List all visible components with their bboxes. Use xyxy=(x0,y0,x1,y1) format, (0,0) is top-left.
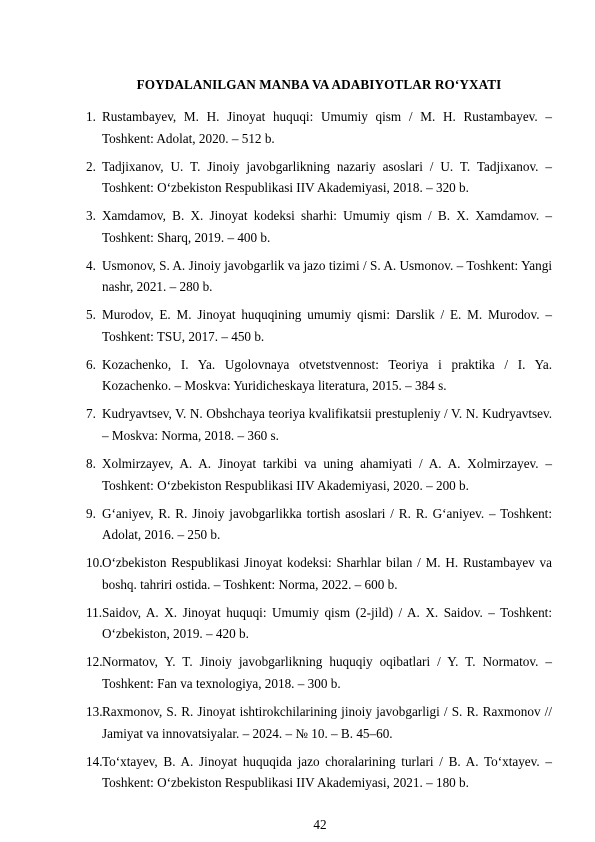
reference-text: Saidov, A. X. Jinoyat huquqi: Umumiy qism (2-jild) / A. X. Saidov. – Toshkent: O‘zbekiston, 2019. – 420 b. xyxy=(102,604,552,642)
reference-number: 1. xyxy=(86,109,96,124)
reference-item xyxy=(86,651,552,694)
page-number: 42 xyxy=(313,817,327,832)
reference-item xyxy=(86,304,552,347)
reference-number: 5. xyxy=(86,307,96,323)
reference-number: 14. xyxy=(86,753,103,769)
reference-number: 12. xyxy=(86,654,103,670)
reference-list xyxy=(86,106,552,800)
reference-number: 2. xyxy=(86,158,96,174)
reference-text: G‘aniyev, R. R. Jinoiy javobgarlikka tortish asoslari / R. R. G‘aniyev. – Toshkent: Adolat, 2016. – 250 b. xyxy=(102,505,552,543)
reference-text: Rustambayev, M. H. Jinoyat huquqi: Umumiy qism / M. H. Rustambayev. – Toshkent: Adolat, 2020. – 512 b. xyxy=(102,109,552,146)
reference-text: Tadjixanov, U. T. Jinoiy javobgarlikning nazariy asoslari / U. T. Tadjixanov. – Toshkent: O‘zbekiston Respublikasi IIV Akademiyasi, 2018. – 320 b. xyxy=(102,158,552,196)
reference-item xyxy=(86,751,552,794)
reference-number: 6. xyxy=(86,356,96,372)
reference-number: 13. xyxy=(86,703,103,719)
reference-number: 7. xyxy=(86,406,96,422)
reference-number: 10. xyxy=(86,555,103,571)
reference-item xyxy=(86,255,552,298)
reference-text: O‘zbekiston Respublikasi Jinoyat kodeksi: Sharhlar bilan / M. H. Rustambayev va boshq. tahriri ostida. – Toshkent: Norma, 2022. – 600 b. xyxy=(102,555,552,592)
reference-number: 9. xyxy=(86,505,96,521)
reference-text: Normatov, Y. T. Jinoiy javobgarlikning huquqiy oqibatlari / Y. T. Normatov. – Toshkent: Fan va texnologiya, 2018. – 300 b. xyxy=(102,654,552,691)
reference-item xyxy=(86,453,552,496)
reference-item xyxy=(86,602,552,645)
reference-text: Kozachenko, I. Ya. Ugolovnaya otvetstvennost: Teoriya i praktika / I. Ya. Kozachenko. – Moskva: Yuridicheskaya literatura, 2015. – 384 s. xyxy=(102,356,552,394)
reference-text: Kudryavtsev, V. N. Obshchaya teoriya kvalifikatsii prestupleniy / V. N. Kudryavtsev. – Moskva: Norma, 2018. – 360 s. xyxy=(102,406,552,444)
reference-item xyxy=(86,552,552,595)
reference-text: Murodov, E. M. Jinoyat huquqining umumiy qismi: Darslik / E. M. Murodov. – Toshkent: TSU, 2017. – 450 b. xyxy=(102,307,552,344)
reference-item xyxy=(86,403,552,446)
reference-text: Raxmonov, S. R. Jinoyat ishtirokchilarining jinoiy javobgarligi / S. R. Raxmonov // Jamiyat va innovatsiyalar. – 2024. – № 10. – B. 45–60. xyxy=(102,703,552,741)
reference-text: Xolmirzayev, A. A. Jinoyat tarkibi va uning ahamiyati / A. A. Xolmirzayev. – Toshkent: O‘zbekiston Respublikasi IIV Akademiyasi, 2020. – 200 b. xyxy=(102,456,552,493)
reference-item xyxy=(86,354,552,397)
reference-number: 11. xyxy=(86,604,102,620)
reference-text: To‘xtayev, B. A. Jinoyat huquqida jazo choralarining turlari / B. A. To‘xtayev. – Toshkent: O‘zbekiston Respublikasi IIV Akademiyasi, 2021. – 180 b. xyxy=(102,753,552,791)
page-title: FOYDALANILGAN MANBA VA ADABIYOTLAR RO‘YXATI xyxy=(136,77,502,92)
reference-number: 3. xyxy=(86,208,96,224)
reference-number: 8. xyxy=(86,456,96,472)
reference-item xyxy=(86,106,552,149)
reference-item xyxy=(86,701,552,744)
reference-item xyxy=(86,205,552,248)
reference-text: Usmonov, S. A. Jinoiy javobgarlik va jazo tizimi / S. A. Usmonov. – Toshkent: Yangi nashr, 2021. – 280 b. xyxy=(102,257,552,295)
reference-text: Xamdamov, B. X. Jinoyat kodeksi sharhi: Umumiy qism / B. X. Xamdamov. – Toshkent: Sharq, 2019. – 400 b. xyxy=(102,208,552,245)
reference-number: 4. xyxy=(86,257,96,273)
reference-item xyxy=(86,156,552,199)
reference-item xyxy=(86,503,552,546)
